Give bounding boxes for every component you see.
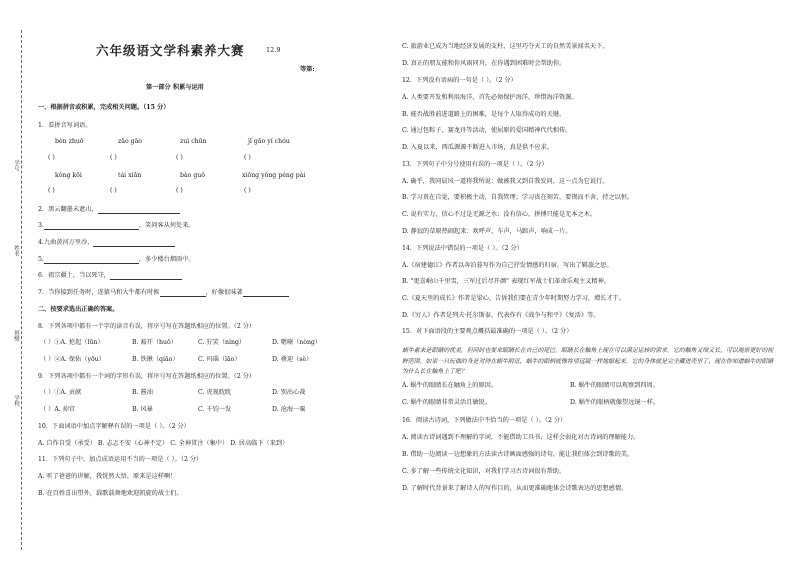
- binding-label-student-id: 学号: [13, 160, 19, 171]
- q13-option-c: C. 说有实力，信心不过是无源之水；没有信心，拼搏只能是无本之木。: [402, 211, 597, 218]
- q11-option-a: A. 听了爸爸的讲解，我恍然大悟，原来是这样啊！: [38, 473, 177, 480]
- option: （ ）A. 掉宫: [40, 406, 76, 413]
- q14-option-b: B. "更喜岷山千里雪，三军过后尽开颜" 表现红军战士们革命乐观主义精神。: [402, 278, 610, 285]
- q13-option-d: D. 静寂的草原热闹起来：欢呼声，车声，马蹄声，响成一片。: [402, 228, 572, 235]
- binding-label-school: 学校: [13, 395, 19, 406]
- answer-box[interactable]: ( ): [110, 187, 117, 194]
- answer-blank[interactable]: [98, 206, 180, 214]
- answer-box[interactable]: ( ): [110, 154, 117, 161]
- q6-line: [38, 272, 182, 280]
- answer-blank[interactable]: [44, 222, 139, 230]
- q11-text: 11．下列句子中，加点成语运用不当的一项是（ ）。（2 分）: [38, 456, 203, 463]
- answer-blank[interactable]: [243, 289, 289, 297]
- answer-box[interactable]: ( ): [48, 154, 55, 161]
- option: B. 铁锹（qiāo）: [132, 356, 179, 363]
- option: C. 千钧一发: [198, 406, 232, 413]
- q1-text: 1．看拼音写词语。: [38, 122, 92, 129]
- q13-option-b: B. 学习贵在自觉，要积极主动，自我管理；学习贵在刻苦，要锲而不舍，持之以恒。: [402, 194, 634, 201]
- answer-blank[interactable]: [93, 239, 175, 247]
- q2-line: [38, 206, 180, 214]
- q11-option-c: C. 旅游业已成为当地经济发展的支柱，这里巧夺天工的自然美景闻名天下。: [402, 43, 609, 50]
- pinyin: bào guǒ: [180, 172, 206, 179]
- pinyin: zuì chūn: [180, 138, 207, 145]
- q4-text: 4.九曲黄河万里沙，: [38, 239, 94, 246]
- q15-passage: 蜗牛素来是眼睛的优美，但同时也要来眼睛长在自己的尾巴。眼睛长在触角上现在可以满足运转的需求。它的触角又细又长，可以观察更好的视野范围。如果一只玩偶的身是对待在蜗牛附近，蜗牛的眼柄就像将望远镜一样地缩起来。它的身体就是完全藏进壳里了，现在你知道蜗牛的眼睛为什么长在触角上了吧？: [402, 348, 774, 375]
- pinyin: kǒng kōi: [55, 172, 82, 179]
- option: （ ）②A. 保佑（yōu）: [40, 356, 105, 363]
- q5-text: ，多少楼台烟雨中。: [138, 256, 195, 263]
- q7-text-b: ，好像很味著: [205, 289, 243, 296]
- q10-options: A. 自作自受（承受） B. 忐忑不安（心神不定） C. 全神贯注（集中） D. 居高临下（来到）: [38, 440, 289, 447]
- pinyin: tái xiān: [118, 172, 142, 179]
- q16-option-c: C. 多了解一些传统文化知识，对我们学习古诗词很有帮助。: [402, 468, 566, 475]
- pinyin: bèn zhuō: [55, 138, 84, 145]
- q14-option-c: C.《夏天里的成长》作者是梁心，告诉我们要在青少年时期努力学习，增长才干。: [402, 295, 626, 302]
- answer-box[interactable]: ( ): [48, 187, 55, 194]
- answer-box[interactable]: ( ): [176, 154, 183, 161]
- option: B. 蜗牛的眼睛可以观察到四周。: [570, 382, 659, 389]
- option: （ ）①A. 贡献: [40, 389, 82, 396]
- binding-label-name: 姓名: [13, 245, 19, 256]
- answer-blank[interactable]: [44, 256, 139, 264]
- binding-dashed-line: [21, 30, 22, 550]
- q16-option-d: D. 了解时代背景来了解诗人的写作目的，从而更准确地体会诗歌表达的思想感情。: [402, 485, 628, 492]
- q8-text: 8．下列各项中都有一个字的读音有误，将序号写在答题纸相应的位置。（2 分）: [38, 323, 256, 330]
- binding-label-class: 班级: [13, 330, 19, 341]
- section-heading: 第一部分 积累与运用: [146, 84, 204, 91]
- q16-option-a: A. 阅读古诗词遇到不理解的字词，不能借助工具书，这样会弱化对古诗词的理解能力。: [402, 434, 640, 441]
- option: C. 狞笑（níng）: [198, 339, 246, 346]
- option: D. 嗯噻（nòng）: [272, 339, 322, 346]
- pinyin: jǐ gǎo yí chóu: [248, 138, 290, 145]
- q4-line: [38, 239, 175, 247]
- q7-text-a: 7．当你接到任务时，连猿马和大牛都有时候: [38, 289, 160, 296]
- exam-date: 12.9: [266, 46, 281, 54]
- q2-text: 2．黑云翻墨未遮山，: [38, 206, 98, 213]
- q12-text: 12．下列没有语病的一句是（ ）。（2 分）: [402, 77, 517, 84]
- part2-title: 二、按要求选出正确的答案。: [38, 306, 119, 313]
- q3-text: ，笑问客从何处来。: [138, 222, 195, 229]
- answer-box[interactable]: ( ): [176, 187, 183, 194]
- answer-box[interactable]: ( ): [244, 187, 251, 194]
- option: C. 玛瑙（lǎo）: [198, 356, 241, 363]
- page-title: 六年级语文学科素养大赛: [96, 43, 245, 58]
- option: B. 风暴: [132, 406, 153, 413]
- option: D. 叠迎（sè）: [272, 356, 313, 363]
- answer-blank[interactable]: [160, 289, 206, 297]
- q14-option-a: A.《宿建德江》作者以奔泊暮写作为自己抒发情感的归宿，写出了羁旅之思。: [402, 262, 613, 269]
- answer-box[interactable]: ( ): [244, 154, 251, 161]
- q3-line: 3. ，笑问客从何处来。: [38, 222, 195, 229]
- option: C. 蜗牛的眼睛非常灵活且敏锐。: [402, 399, 491, 406]
- q9-text: 9．下列各项中都有一个词的字形有误，将序号写在答题纸相应的位置。（2 分）: [38, 373, 256, 380]
- q6-text: 6．祖宗疆土，当以死守，: [38, 272, 110, 279]
- q16-text: 16．阅读古诗词，下列做法中不恰当的一项是（ ）。（2 分）: [402, 417, 567, 424]
- q13-text: 13．下列句子中分号使用有误的一项是（ ）。（2 分）: [402, 161, 548, 168]
- q12-option-b: B. 能否战胜前进道路上的困难，是每个人取得成功的关键。: [402, 111, 566, 118]
- option: B. 豁开（huō）: [132, 339, 177, 346]
- option: C. 虎视眈眈: [198, 389, 232, 396]
- option: D. 沧海一粟: [272, 406, 306, 413]
- q14-option-d: D.《穷人》作者是列夫·托尔斯泰，代表作有《战争与和平》《复活》等。: [402, 312, 600, 319]
- option: A. 蜗牛的眼睛长在触角上的原因。: [402, 382, 498, 389]
- q10-text: 10．下面词语中加点字解释有误的一项是（ ）。（2 分）: [38, 423, 190, 430]
- option: D. 别出心裁: [272, 389, 306, 396]
- q7-line: [38, 289, 289, 297]
- option: B. 酱油: [132, 389, 153, 396]
- binding-margin: [10, 30, 34, 550]
- answer-blank[interactable]: [110, 272, 182, 280]
- q15-text: 15．对下面语段的主要观点概括最准确的一项是（ ）。（2 分）: [402, 328, 573, 335]
- q13-option-a: A. 确乎，我同晨风一道将我所说：做被我又到自我发问，这一点为它说行。: [402, 178, 609, 185]
- q5-line: 5. ，多少楼台烟雨中。: [38, 256, 195, 263]
- q12-option-c: C. 通过包粽子、赛龙舟等活动，使屈原的爱国精神代代相传。: [402, 127, 572, 134]
- pinyin: zāo gāo: [118, 138, 143, 145]
- grade-label: 等第:: [300, 66, 315, 73]
- q11-option-d: D. 真正的朋友能和你风雨同舟，在你遇到困难时会帮助你。: [402, 60, 566, 67]
- pinyin: xiōng yǒng péng pài: [242, 172, 306, 179]
- option: D. 蜗牛的眼柄就像望远镜一样。: [570, 399, 660, 406]
- option: （ ）①A. 抡起（lūn）: [40, 339, 104, 346]
- part1-title: 一、根据拼音或积累，完成相关问题。（15 分）: [38, 104, 170, 111]
- q12-option-a: A. 人类要开发和利用海洋，首先必须保护海洋，珍惜海洋资源。: [402, 94, 578, 101]
- q14-text: 14．下列说法中错误的一项是（ ）。（2 分）: [402, 245, 523, 252]
- q16-option-b: B. 借助一边阅读一边想象的方法读古诗画面感强的诗句，能让我们体会到诗歌的美。: [402, 451, 634, 458]
- q12-option-d: D. 入夏以来，西瓜源源不断进入市场，真是供不应求。: [402, 144, 553, 151]
- q11-option-b: B. 在百姓喜出望外，载歌载舞地欢迎凯旋的战士们。: [38, 490, 183, 497]
